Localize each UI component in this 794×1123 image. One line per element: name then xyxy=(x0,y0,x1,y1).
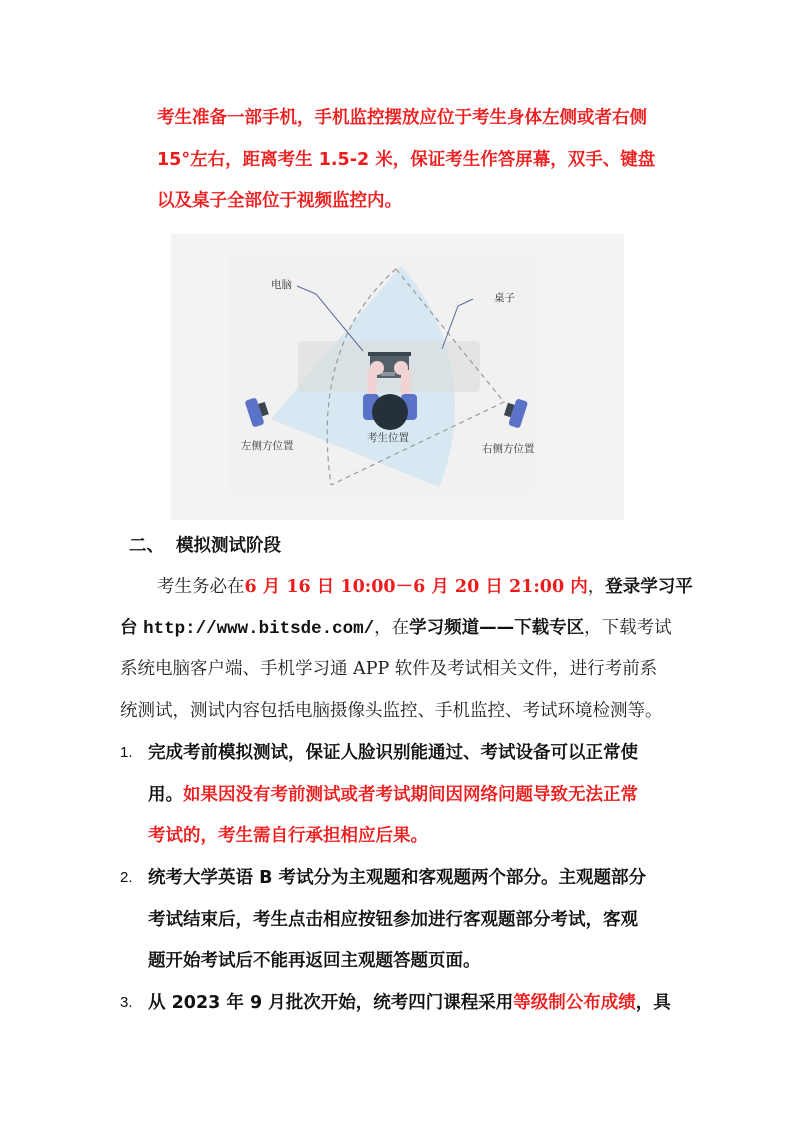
login-text-end: 台 xyxy=(120,618,138,638)
list-item-1-line-1: 完成考前模拟测试，保证人脸识别能通过、考试设备可以正常使 xyxy=(148,743,638,763)
body-line-3: 系统电脑客户端、手机学习通 APP 软件及考试相关文件，进行考前系 xyxy=(120,659,658,679)
person-head xyxy=(372,394,408,430)
list-item-2-line-2: 考试结束后，考生点击相应按钮参加进行客观题部分考试，客观 xyxy=(148,910,638,930)
section-number: 二、 xyxy=(129,536,164,556)
camera-placement-diagram xyxy=(171,234,624,520)
list-item-2-line-1: 统考大学英语 B 考试分为主观题和客观题两个部分。主观题部分 xyxy=(148,868,647,888)
login-text: 登录学习平 xyxy=(605,577,693,597)
platform-url-link[interactable]: http://www.bitsde.com/ xyxy=(143,619,375,639)
body-line-1 xyxy=(157,576,693,598)
intro-line-3: 以及桌子全部位于视频监控内。 xyxy=(157,191,402,211)
list-item-1-line-2 xyxy=(148,784,638,806)
grading-system-highlight: 等级制公布成绩 xyxy=(513,993,636,1013)
list-number: 2. xyxy=(120,869,133,886)
list-item-1-line-3: 考试的，考生需自行承担相应后果。 xyxy=(148,826,428,846)
candidate-position-label: 考生位置 xyxy=(367,432,409,444)
laptop-screen xyxy=(368,352,411,356)
computer-label: 电脑 xyxy=(271,279,292,291)
list-item-3-end: ，具 xyxy=(635,993,671,1013)
right-hand xyxy=(394,361,408,375)
list-number: 1. xyxy=(120,744,133,761)
section-title: 模拟测试阶段 xyxy=(176,536,281,556)
left-hand xyxy=(370,361,384,375)
body-rest: ，下载考试 xyxy=(584,618,672,638)
list-item-3-text: 从 2023 年 9 月批次开始，统考四门课程采用 xyxy=(148,993,514,1013)
list-item-3-line-1 xyxy=(148,992,671,1014)
list-number: 3. xyxy=(120,994,133,1011)
comma-in: ，在 xyxy=(374,618,410,638)
list-item-1-warning: 如果因没有考前测试或者考试期间因网络问题导致无法正常 xyxy=(183,785,638,805)
comma: ， xyxy=(587,577,606,597)
list-item-2-line-3: 题开始考试后不能再返回主观题答题页面。 xyxy=(148,951,481,971)
list-item-1-black-text: 用。 xyxy=(148,785,183,805)
body-line-2 xyxy=(120,617,672,640)
intro-line-1: 考生准备一部手机，手机监控摆放应位于考生身体左侧或者右侧 xyxy=(157,108,647,128)
test-date-range: 6 月 16 日 10:00－6 月 20 日 21:00 内 xyxy=(244,577,588,597)
download-channel: 学习频道——下载专区 xyxy=(409,618,585,638)
left-position-label: 左侧方位置 xyxy=(241,440,294,452)
body-prefix: 考生务必在 xyxy=(157,577,245,597)
body-line-4: 统测试，测试内容包括电脑摄像头监控、手机监控、考试环境检测等。 xyxy=(120,701,663,721)
intro-line-2: 15°左右，距离考生 1.5-2 米，保证考生作答屏幕，双手、键盘 xyxy=(157,150,656,170)
right-position-label: 右侧方位置 xyxy=(482,443,535,455)
desk-label: 桌子 xyxy=(494,292,515,304)
